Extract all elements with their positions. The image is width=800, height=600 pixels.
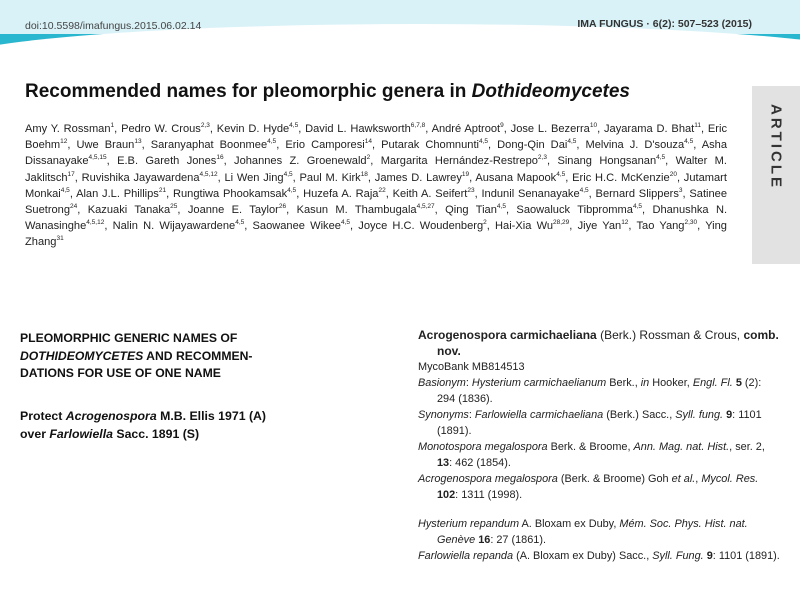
synonym-entry: Monotospora megalospora Berk. & Broome, Ann. Mag. nat. Hist., ser. 2, 13: 462 (1854). xyxy=(418,441,765,469)
author: Amy Y. Rossman xyxy=(25,123,111,135)
author: Jose L. Bezerra xyxy=(510,123,590,135)
author: Eric Boehm xyxy=(25,123,728,152)
author-affiliation: 21 xyxy=(158,186,167,194)
doi-link[interactable]: doi:10.5598/imafungus.2015.06.02.14 xyxy=(25,20,202,32)
author: Kasun M. Thambugala xyxy=(296,204,417,217)
author: Uwe Braun xyxy=(76,139,135,152)
author: David L. Hawksworth xyxy=(305,123,411,135)
journal-header xyxy=(0,0,800,54)
author-affiliation: 4,5 xyxy=(684,138,694,146)
author-affiliation: 4,5 xyxy=(289,122,299,129)
article-side-tab xyxy=(752,86,800,264)
author: Jiye Yan xyxy=(577,220,622,233)
author-affiliation: 25 xyxy=(170,203,178,211)
author-affiliation: 13 xyxy=(134,138,142,146)
author-affiliation: 1 xyxy=(110,122,115,129)
synonym-entry: Hysterium repandum A. Bloxam ex Duby, Mém. Soc. Phys. Hist. nat. Genève 16: 27 (1861). xyxy=(418,518,748,546)
protect-recommendation: Protect Acrogenospora M.B. Ellis 1971 (A) over Farlowiella Sacc. 1891 (S) xyxy=(20,409,267,441)
author: Melvina J. D'souza xyxy=(585,139,685,152)
author-affiliation: 4,5 xyxy=(479,138,489,146)
author-affiliation: 12 xyxy=(621,219,629,227)
author: Alan J.L. Phillips xyxy=(76,187,159,200)
author-affiliation: 18 xyxy=(360,170,368,178)
author: Asha Dissanayake xyxy=(25,139,728,168)
section-heading xyxy=(20,330,320,383)
author-affiliation: 2 xyxy=(483,219,487,227)
article-tab-label: ARTICLE xyxy=(767,104,785,190)
author-affiliation: 4,5 xyxy=(287,186,297,194)
author-affiliation: 19 xyxy=(461,170,470,178)
species-entry xyxy=(418,327,780,503)
author: Paul M. Kirk xyxy=(299,171,361,184)
author: Hai-Xia Wu xyxy=(495,220,554,233)
article-title xyxy=(25,81,630,103)
author-affiliation: 11 xyxy=(694,122,701,129)
author-affiliation: 20 xyxy=(669,170,677,178)
author-affiliation: 4,5 xyxy=(567,138,577,146)
heading-line-2: DOTHIDEOMYCETES AND RECOMMEN- xyxy=(20,348,253,363)
author: Margarita Hernández-Restrepo xyxy=(380,155,538,168)
author-affiliation: 6,7,8 xyxy=(410,122,426,129)
author-affiliation: 4,5 xyxy=(656,154,666,162)
author-affiliation: 3 xyxy=(678,186,683,194)
author: Eric H.C. McKenzie xyxy=(572,171,670,184)
author-affiliation: 17 xyxy=(67,170,75,178)
author: Nalin N. Wijayawardene xyxy=(112,220,236,233)
author: Rungtiwa Phookamsak xyxy=(172,187,288,200)
author-affiliation: 4,5,27 xyxy=(416,203,435,211)
author-affiliation: 2,3 xyxy=(200,122,210,129)
heading-line-1: PLEOMORPHIC GENERIC NAMES OF xyxy=(20,331,238,345)
author-affiliation: 4,5,12 xyxy=(199,170,218,178)
species-name: Acrogenospora carmichaeliana xyxy=(418,328,597,342)
author: André Aptroot xyxy=(431,123,501,135)
author: Jayarama D. Bhat xyxy=(603,123,695,135)
author: Ausana Mapook xyxy=(475,171,557,184)
author-affiliation: 2 xyxy=(366,154,371,162)
author-affiliation: 16 xyxy=(216,154,224,162)
author: Joanne E. Taylor xyxy=(187,204,279,217)
author-affiliation: 12 xyxy=(60,138,68,146)
author-affiliation: 31 xyxy=(56,235,64,243)
author-affiliation: 4,5 xyxy=(283,170,293,178)
author: Johannes Z. Groenewald xyxy=(234,155,367,168)
author-affiliation: 4,5 xyxy=(60,186,70,194)
author: Sinang Hongsanan xyxy=(557,155,657,168)
author-affiliation: 9 xyxy=(500,122,504,129)
protected-genus: Acrogenospora xyxy=(65,409,157,423)
author-affiliation: 4,5 xyxy=(267,138,277,146)
author: Tao Yang xyxy=(636,220,685,233)
author-affiliation: 23 xyxy=(467,186,475,194)
author: Dong-Qin Dai xyxy=(497,139,568,152)
author: Saowaluck Tibpromma xyxy=(516,204,633,217)
author: Erio Camporesi xyxy=(285,139,365,152)
author: Huzefa A. Raja xyxy=(303,187,379,200)
author: Ruvishika Jayawardena xyxy=(81,171,200,184)
author: Kevin D. Hyde xyxy=(216,123,290,135)
comb-nov: comb. nov. xyxy=(437,328,779,358)
author-affiliation: 4,5 xyxy=(579,186,589,194)
author-affiliation: 4,5 xyxy=(235,219,245,227)
author-affiliation: 28,29 xyxy=(553,219,570,227)
author: Ying Zhang xyxy=(25,220,727,249)
journal-citation: IMA FUNGUS · 6(2): 507–523 (2015) xyxy=(577,18,752,30)
author: Saranyaphat Boonmee xyxy=(150,139,268,152)
author-affiliation: 4,5 xyxy=(632,203,642,211)
author: Indunil Senanayake xyxy=(481,187,580,200)
mycobank-number: MycoBank MB814513 xyxy=(418,361,525,373)
author: Dhanushka N. Wanasinghe xyxy=(25,204,728,233)
author: James D. Lawrey xyxy=(374,171,462,184)
author-affiliation: 2,30 xyxy=(684,219,698,227)
author: Satinee Suetrong xyxy=(25,187,728,217)
author: Keith A. Seifert xyxy=(392,187,468,200)
suppressed-genus: Farlowiella xyxy=(49,426,113,441)
author-affiliation: 4,5 xyxy=(340,219,350,227)
author-affiliation: 2,3 xyxy=(537,154,547,162)
title-main: Recommended names for pleomorphic genera in xyxy=(25,81,472,102)
title-genus: Dothideomycetes xyxy=(471,81,630,102)
author: Walter M. Jaklitsch xyxy=(25,155,727,184)
author-list: Amy Y. Rossman$^1$, Pedro W. Crous$^{2,3}$, Kevin D. Hyde$^{4,5}$, David L. Hawksworth$^{6,7,8}$, André Aptroot$^9$, Jose L. Bezerra$^{10}$, Jayarama D. Bhat$^{11}$, Eric Boehm$^{12}$, Uwe Braun$^{13}$, Saranyaphat Boonmee$^{4,5}$, Erio Camporesi$^{14}$, Putarak Chomnunti$^{4,5}$, Dong-Qin Dai$^{4,5}$, Melvina J. D'souza$^{4,5}$, Asha Dissanayake$^{4,5,15}$, E.B. Gareth Jones$^{16}$, Johannes Z. Groenewald$^2$, Margarita Hernández-Restrepo$^{2,3}$, Sinang Hongsanan$^{4,5}$, Walter M. Jaklitsch$^{17}$, Ruvishika Jayawardena$^{4,5,12}$, Li Wen Jing$^{4,5}$, Paul M. Kirk$^{18}$, James D. Lawrey$^{19}$, Ausana Mapook$^{4,5}$, Eric H.C. McKenzie$^{20}$, Jutamart Monkai$^{4,5}$, Alan J.L. Phillips$^{21}$, Rungtiwa Phookamsak$^{4,5}$, Huzefa A. Raja$^{22}$, Keith A. Seifert$^{23}$, Indunil Senanayake$^{4,5}$, Bernard Slippers$^3$, Satinee Suetrong$^{24}$, Kazuaki Tanaka$^{25}$, Joanne E. Taylor$^{26}$, Kasun M. Thambugala$^{4,5,27}$, Qing Tian$^{4,5}$, Saowaluck Tibpromma$^{4,5}$, Dhanushka N. Wanasinghe$^{4,5,12}$, Nalin N. Wijayawardene$^{4,5}$, Saowanee Wikee$^{4,5}$, Joyce H.C. Woudenberg$^2$, Hai-Xia Wu$^{28,29}$, Jiye Yan$^{12}$, Tao Yang$^{2,30}$, Ying Zhang$^{31}$ xyxy=(25,122,728,249)
author: E.B. Gareth Jones xyxy=(117,155,217,168)
author-affiliation: 26 xyxy=(278,203,287,211)
author: Li Wen Jing xyxy=(224,171,284,184)
author-affiliation: 4,5,12 xyxy=(86,219,105,227)
author: Joyce H.C. Woudenberg xyxy=(358,220,484,233)
author-affiliation: 4,5,15 xyxy=(88,154,107,162)
author: Qing Tian xyxy=(445,204,497,217)
author-affiliation: 10 xyxy=(589,122,598,129)
author: Pedro W. Crous xyxy=(121,123,201,135)
author-affiliation: 24 xyxy=(70,203,78,211)
author: Jutamart Monkai xyxy=(25,171,727,200)
author: Kazuaki Tanaka xyxy=(87,204,171,217)
author: Saowanee Wikee xyxy=(252,220,341,233)
author-affiliation: 4,5 xyxy=(556,170,566,178)
synonym-entry: Farlowiella repanda (A. Bloxam ex Duby) Sacc., Syll. Fung. 9: 1101 (1891). xyxy=(418,550,780,562)
synonym-group xyxy=(418,516,780,564)
author: Putarak Chomnunti xyxy=(381,139,479,152)
author-affiliation: 22 xyxy=(378,186,386,194)
basionym-entry: Basionym: Hysterium carmichaelianum Berk., in Hooker, Engl. Fl. 5 (2): 294 (1836). xyxy=(418,377,762,405)
author-affiliation: 4,5 xyxy=(496,203,506,211)
author-affiliation: 14 xyxy=(364,138,372,146)
synonym-entry: Synonyms: Farlowiella carmichaeliana (Berk.) Sacc., Syll. fung. 9: 1101 (1891). xyxy=(418,409,762,437)
heading-line-3: DATIONS FOR USE OF ONE NAME xyxy=(20,366,221,380)
species-name-line: Acrogenospora carmichaeliana (Berk.) Rossman & Crous, comb. nov. xyxy=(418,328,779,358)
author: Bernard Slippers xyxy=(595,187,679,200)
synonym-entry: Acrogenospora megalospora (Berk. & Broome) Goh et al., Mycol. Res. 102: 1311 (1998). xyxy=(418,473,759,501)
